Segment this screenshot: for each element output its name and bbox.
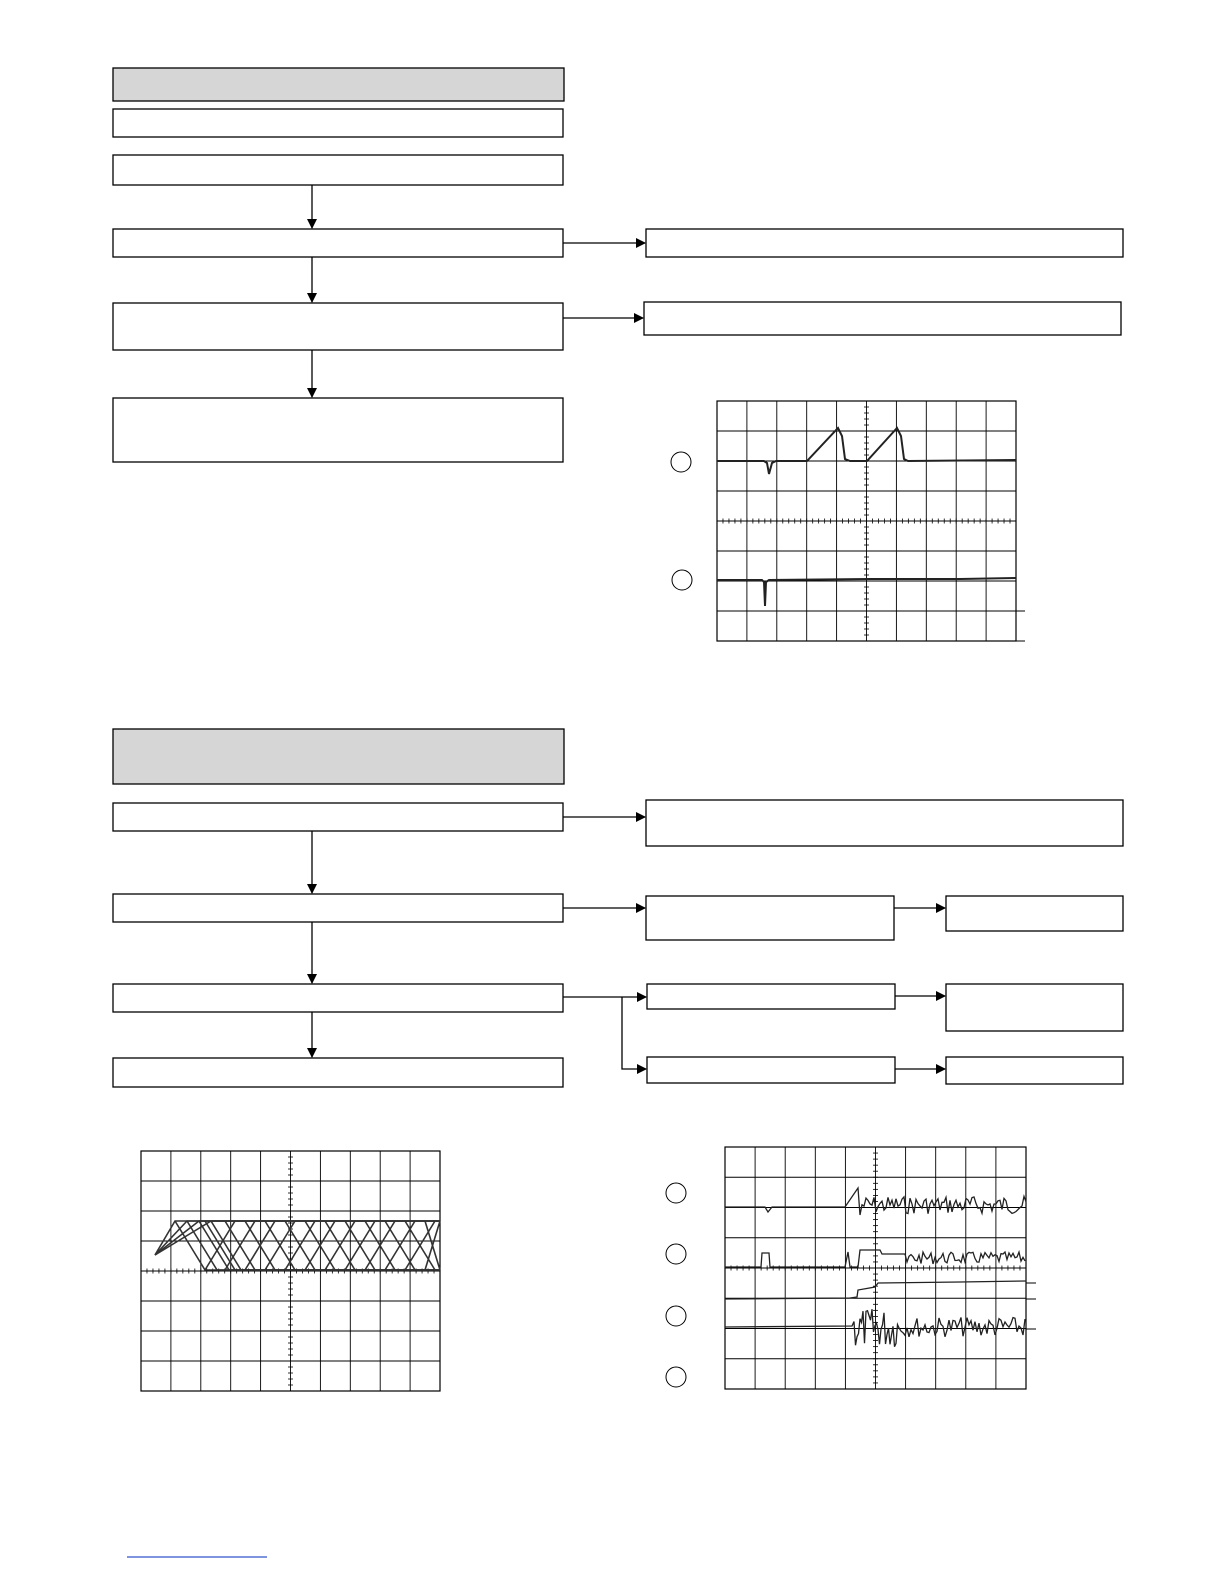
- flow-bottom-side-box-2: [646, 896, 894, 940]
- flow-bottom-box-1: [113, 803, 563, 831]
- flowchart-bottom-arrows: [312, 817, 945, 1069]
- scope-3-channel-marker-2: [666, 1244, 686, 1264]
- flow-top-side-box-1: [646, 229, 1123, 257]
- scope-1-grid: [717, 401, 1016, 641]
- flow-bottom-side-box-3: [946, 896, 1123, 931]
- oscilloscope-2: [141, 1151, 440, 1391]
- scope-3-channel-marker-1: [666, 1183, 686, 1203]
- flow-bottom-box-2: [113, 894, 563, 922]
- scope-3-grid: [725, 1147, 1026, 1389]
- flow-bottom-side-box-1: [646, 800, 1123, 846]
- flow-bottom-header: [113, 729, 564, 784]
- oscilloscope-1: [671, 401, 1025, 641]
- scope-1-channel-marker-1: [671, 452, 691, 472]
- flow-bottom-side-box-5: [946, 984, 1123, 1031]
- flow-bottom-side-box-7: [946, 1057, 1123, 1084]
- oscilloscope-3: [666, 1147, 1036, 1389]
- flow-top-box-1: [113, 109, 563, 137]
- flow-bottom-box-4: [113, 1058, 563, 1087]
- flow-bottom-side-box-6: [647, 1057, 895, 1083]
- flow-bottom-box-3: [113, 984, 563, 1012]
- flow-top-box-5: [113, 398, 563, 462]
- scope-2-grid: [141, 1151, 440, 1391]
- flow-top-box-2: [113, 155, 563, 185]
- flow-top-side-box-2: [644, 302, 1121, 335]
- flow-top-box-4: [113, 303, 563, 350]
- flowchart-top-arrows: [312, 185, 645, 397]
- scope-1-channel-marker-2: [672, 570, 692, 590]
- scope-3-channel-marker-4: [666, 1367, 686, 1387]
- flow-top-header: [113, 68, 564, 101]
- flow-bottom-arrow-branch-b: [622, 997, 646, 1069]
- scope-3-channel-marker-3: [666, 1306, 686, 1326]
- flow-top-box-3: [113, 229, 563, 257]
- flow-bottom-side-box-4: [647, 984, 895, 1009]
